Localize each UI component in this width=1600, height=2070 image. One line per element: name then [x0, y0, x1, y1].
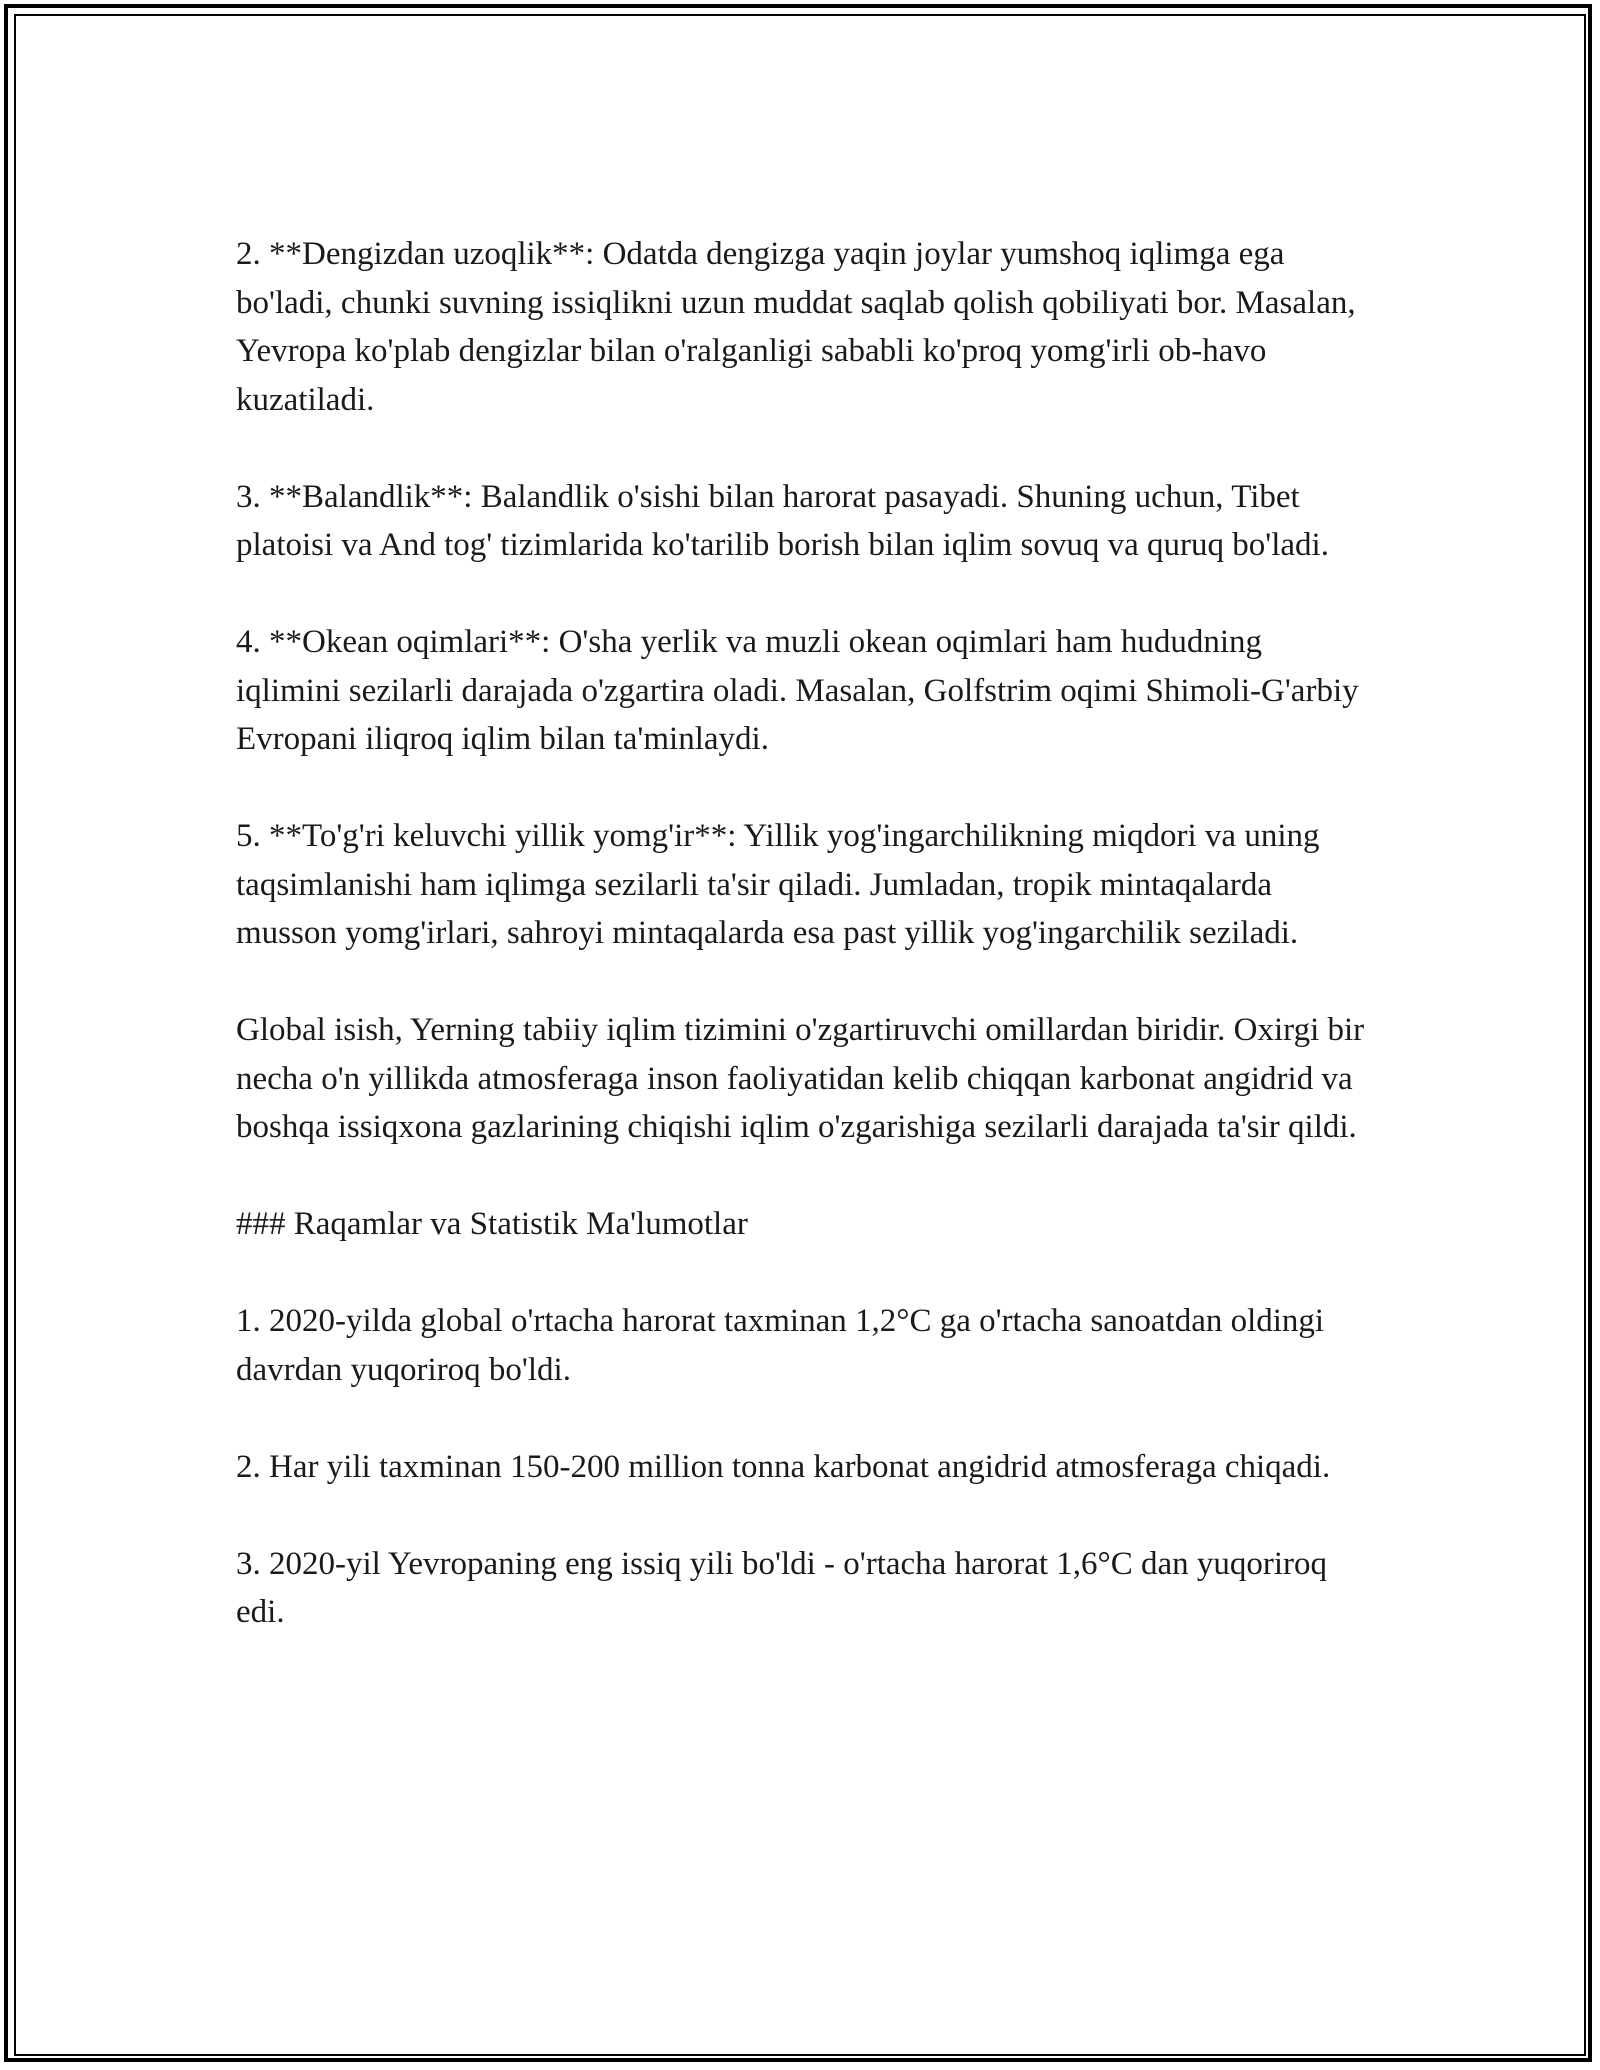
stat-item-global-temperature: 1. 2020-yilda global o'rtacha harorat taxminan 1,2°C ga o'rtacha sanoatdan oldingi davrdan yuqoriroq bo'ldi.: [236, 1303, 1325, 1388]
list-item-annual-rainfall: 5. **To'g'ri keluvchi yillik yomg'ir**: Yillik yog'ingarchilikning miqdori va uning taqsimlanishi ham iqlimga sezilarli ta'sir qiladi. Jumladan, tropik mintaqalarda musson yomg'irlari, sahroyi mintaqalarda esa past yillik yog'ingarchilik seziladi.: [236, 818, 1320, 951]
document-body: [236, 230, 1366, 1637]
list-item-distance-from-sea: 2. **Dengizdan uzoqlik**: Odatda dengizga yaqin joylar yumshoq iqlimga ega bo'ladi, chunki suvning issiqlikni uzun muddat saqlab qolish qobiliyati bor. Masalan, Yevropa ko'plab dengizlar bilan o'ralganligi sababli ko'proq yomg'irli ob-havo kuzatiladi.: [236, 236, 1356, 418]
paragraph-global-warming: Global isish, Yerning tabiiy iqlim tizimini o'zgartiruvchi omillardan biridir. Oxirgi bir necha o'n yillikda atmosferaga inson faoliyatidan kelib chiqqan karbonat angidrid va boshqa issiqxona gazlarining chiqishi iqlim o'zgarishiga sezilarli darajada ta'sir qildi.: [236, 1012, 1365, 1145]
stat-item-europe-hottest-year: 3. 2020-yil Yevropaning eng issiq yili bo'ldi - o'rtacha harorat 1,6°C dan yuqoriroq edi.: [236, 1545, 1328, 1630]
list-item-ocean-currents: 4. **Okean oqimlari**: O'sha yerlik va muzli okean oqimlari ham hududning iqlimini sezilarli darajada o'zgartira oladi. Masalan, Golfstrim oqimi Shimoli-G'arbiy Evropani iliqroq iqlim bilan ta'minlaydi.: [236, 624, 1359, 757]
list-item-altitude: 3. **Balandlik**: Balandlik o'sishi bilan harorat pasayadi. Shuning uchun, Tibet platoisi va And tog' tizimlarida ko'tarilib borish bilan iqlim sovuq va quruq bo'ladi.: [236, 478, 1329, 563]
section-heading-statistics: ### Raqamlar va Statistik Ma'lumotlar: [236, 1206, 748, 1242]
stat-item-carbon-emissions: 2. Har yili taxminan 150-200 million tonna karbonat angidrid atmosferaga chiqadi.: [236, 1448, 1331, 1485]
